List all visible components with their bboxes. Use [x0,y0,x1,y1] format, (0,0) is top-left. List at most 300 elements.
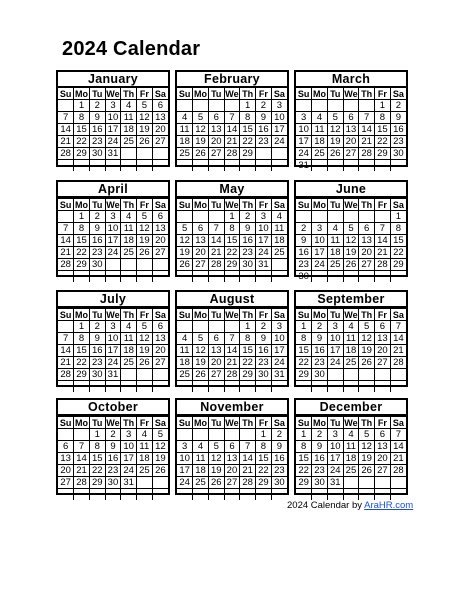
day-cell: 24 [327,357,343,369]
month-table [177,309,287,392]
day-cell: 29 [224,259,240,271]
empty-cell [74,381,90,393]
day-cell: 5 [177,223,193,235]
day-cell: 5 [193,333,209,345]
weekday-label: Su [58,417,74,429]
day-cell: 7 [208,223,224,235]
day-cell: 6 [208,333,224,345]
empty-cell [137,160,153,172]
weekday-label: We [225,199,239,210]
day-cell: 7 [58,112,74,124]
week-row [177,477,287,489]
day-cell: 5 [327,112,343,124]
day-cell: 11 [193,453,209,465]
empty-cell [375,489,391,501]
empty-cell [271,259,287,271]
day-cell: 23 [390,136,406,148]
empty-cell [74,429,90,441]
weekday-label: Th [121,417,137,429]
day-cell: 12 [177,235,193,247]
weekday-label: We [344,417,358,428]
day-cell: 10 [105,333,121,345]
weekday-label: Sa [152,417,168,429]
weekday-label: Sa [271,309,287,321]
empty-cell [375,477,391,489]
day-cell: 22 [296,465,312,477]
day-cell: 18 [177,136,193,148]
day-cell: 26 [193,148,209,160]
day-cell: 21 [58,136,74,148]
week-row [177,489,287,501]
day-cell: 6 [58,441,74,453]
day-cell: 7 [390,429,406,441]
empty-cell [193,160,209,172]
day-cell: 22 [240,357,256,369]
empty-cell [152,160,168,172]
day-cell: 3 [105,211,121,223]
day-cell: 20 [152,345,168,357]
day-cell: 14 [224,345,240,357]
day-cell: 21 [224,136,240,148]
month-name: September [296,292,406,309]
empty-cell [193,321,209,333]
empty-cell [121,148,137,160]
empty-cell [390,369,406,381]
day-cell: 15 [296,453,312,465]
empty-cell [58,321,74,333]
weekday-label: We [225,309,239,320]
day-cell: 30 [89,259,105,271]
month-name: May [177,182,287,199]
empty-cell [208,100,224,112]
weekday-label: Tu [208,309,224,321]
day-cell: 22 [74,136,90,148]
day-cell: 1 [89,429,105,441]
month-july [56,290,170,387]
day-cell: 20 [58,465,74,477]
day-cell: 1 [296,321,312,333]
month-name: July [58,292,168,309]
empty-cell [312,381,328,393]
empty-cell [89,160,105,172]
weekday-label: Fr [375,417,391,429]
empty-cell [137,369,153,381]
weekday-label: We [344,199,358,210]
week-row [177,235,287,247]
weekday-label: Mo [75,417,89,428]
day-cell: 16 [390,124,406,136]
month-table [296,88,406,171]
empty-cell [137,148,153,160]
weekday-label: We [344,88,358,99]
day-cell: 28 [58,148,74,160]
weekday-label: Su [58,309,74,321]
day-cell: 25 [121,136,137,148]
day-cell: 27 [208,369,224,381]
weekday-label: Th [121,88,137,100]
day-cell: 6 [152,321,168,333]
week-row [58,124,168,136]
weekday-label: Tu [89,199,105,211]
day-cell: 20 [359,247,375,259]
day-cell: 1 [390,211,406,223]
day-cell: 28 [224,148,240,160]
day-cell: 6 [152,211,168,223]
day-cell: 23 [89,357,105,369]
week-row [58,100,168,112]
week-row [58,211,168,223]
empty-cell [74,489,90,501]
empty-cell [359,381,375,393]
week-row [58,429,168,441]
empty-cell [343,271,359,283]
day-cell: 13 [224,453,240,465]
day-cell: 24 [121,465,137,477]
weekday-label: Sa [271,88,287,100]
day-cell: 23 [296,259,312,271]
empty-cell [240,271,256,283]
empty-cell [58,271,74,283]
month-table [58,88,168,171]
day-cell: 10 [312,235,328,247]
day-cell: 23 [89,247,105,259]
empty-cell [256,271,272,283]
day-cell: 7 [224,333,240,345]
empty-cell [177,211,193,223]
week-row [58,345,168,357]
month-august [175,290,289,387]
day-cell: 2 [296,223,312,235]
weekday-label: Th [240,199,256,211]
empty-cell [177,429,193,441]
day-cell: 3 [327,321,343,333]
empty-cell [390,477,406,489]
empty-cell [177,321,193,333]
empty-cell [105,271,121,283]
empty-cell [105,489,121,501]
weekday-label: Tu [327,309,343,321]
day-cell: 17 [312,247,328,259]
month-name: August [177,292,287,309]
day-cell: 26 [359,357,375,369]
weekday-label: Th [121,309,137,321]
day-cell: 18 [312,136,328,148]
week-row [296,112,406,124]
empty-cell [58,381,74,393]
day-cell: 16 [296,247,312,259]
day-cell: 27 [224,477,240,489]
weekday-label: Fr [375,88,391,100]
empty-cell [271,489,287,501]
day-cell: 4 [177,112,193,124]
day-cell: 28 [58,259,74,271]
empty-cell [375,369,391,381]
weekday-label: Th [359,199,375,211]
day-cell: 1 [224,211,240,223]
day-cell: 13 [343,124,359,136]
day-cell: 2 [390,100,406,112]
empty-cell [177,381,193,393]
day-cell: 15 [89,453,105,465]
day-cell: 27 [375,465,391,477]
day-cell: 1 [74,211,90,223]
weekday-header-row [177,417,287,429]
empty-cell [58,160,74,172]
day-cell: 10 [105,223,121,235]
day-cell: 23 [105,465,121,477]
week-row [58,259,168,271]
day-cell: 23 [240,247,256,259]
week-row [58,453,168,465]
week-row [296,369,406,381]
empty-cell [105,160,121,172]
weekday-label: Su [177,88,193,100]
day-cell: 27 [193,259,209,271]
week-row [177,441,287,453]
day-cell: 13 [375,333,391,345]
day-cell: 28 [375,259,391,271]
empty-cell [327,369,343,381]
empty-cell [208,271,224,283]
day-cell: 20 [375,345,391,357]
week-row [296,211,406,223]
weekday-label: Sa [390,199,406,211]
week-row [177,465,287,477]
day-cell: 30 [390,148,406,160]
day-cell: 21 [208,247,224,259]
weekday-label: Sa [390,309,406,321]
day-cell: 8 [74,333,90,345]
weekday-label: Sa [152,199,168,211]
day-cell: 27 [343,148,359,160]
empty-cell [390,271,406,283]
arahr-link[interactable]: AraHR.com [364,500,414,511]
day-cell: 9 [390,112,406,124]
weekday-label: Mo [194,417,208,428]
empty-cell [74,160,90,172]
weekday-label: We [106,88,120,99]
day-cell: 30 [312,369,328,381]
day-cell: 25 [177,369,193,381]
day-cell: 29 [240,148,256,160]
day-cell: 20 [152,124,168,136]
day-cell: 7 [359,112,375,124]
day-cell: 29 [256,477,272,489]
day-cell: 18 [343,345,359,357]
day-cell: 14 [359,124,375,136]
week-row [296,453,406,465]
weekday-label: Sa [152,88,168,100]
empty-cell [152,259,168,271]
day-cell: 22 [74,247,90,259]
day-cell: 29 [296,477,312,489]
week-row [58,369,168,381]
empty-cell [121,160,137,172]
day-cell: 28 [58,369,74,381]
day-cell: 5 [137,100,153,112]
day-cell: 17 [271,124,287,136]
day-cell: 14 [58,124,74,136]
day-cell: 18 [121,235,137,247]
empty-cell [58,211,74,223]
day-cell: 12 [152,441,168,453]
week-row [177,247,287,259]
weekday-header-row [296,417,406,429]
week-row [296,247,406,259]
week-row [296,441,406,453]
month-name: March [296,72,406,88]
weekday-label: Mo [313,309,327,320]
month-name: January [58,72,168,88]
day-cell: 19 [193,357,209,369]
day-cell: 1 [296,429,312,441]
day-cell: 8 [74,112,90,124]
weekday-label: Su [296,417,312,429]
day-cell: 6 [193,223,209,235]
empty-cell [375,381,391,393]
weekday-label: Tu [89,88,105,100]
day-cell: 18 [271,235,287,247]
day-cell: 7 [240,441,256,453]
day-cell: 30 [89,369,105,381]
day-cell: 22 [296,357,312,369]
weekday-label: Fr [256,309,272,321]
day-cell: 31 [105,369,121,381]
day-cell: 4 [343,321,359,333]
day-cell: 12 [137,112,153,124]
day-cell: 28 [390,465,406,477]
day-cell: 29 [240,369,256,381]
weekday-label: Tu [89,309,105,321]
day-cell: 26 [137,136,153,148]
day-cell: 19 [359,345,375,357]
empty-cell [359,211,375,223]
day-cell: 31 [105,148,121,160]
day-cell: 30 [312,477,328,489]
day-cell: 16 [240,235,256,247]
day-cell: 4 [193,441,209,453]
day-cell: 11 [327,235,343,247]
day-cell: 15 [240,345,256,357]
weekday-label: We [225,88,239,99]
day-cell: 16 [89,235,105,247]
empty-cell [375,211,391,223]
day-cell: 24 [271,136,287,148]
day-cell: 3 [312,223,328,235]
empty-cell [58,429,74,441]
day-cell: 4 [177,333,193,345]
day-cell: 19 [343,247,359,259]
day-cell: 7 [74,441,90,453]
day-cell: 27 [152,247,168,259]
day-cell: 26 [137,247,153,259]
empty-cell [327,160,343,172]
weekday-label: Fr [137,417,153,429]
day-cell: 26 [137,357,153,369]
day-cell: 20 [193,247,209,259]
day-cell: 12 [193,345,209,357]
day-cell: 25 [327,259,343,271]
empty-cell [152,369,168,381]
week-row [296,100,406,112]
weekday-label: Tu [208,199,224,211]
day-cell: 14 [58,235,74,247]
day-cell: 12 [327,124,343,136]
day-cell: 25 [177,148,193,160]
day-cell: 25 [137,465,153,477]
weekday-label: Mo [194,309,208,320]
week-row [58,441,168,453]
day-cell: 3 [327,429,343,441]
day-cell: 7 [224,112,240,124]
day-cell: 3 [256,211,272,223]
weekday-label: Fr [137,88,153,100]
week-row [296,477,406,489]
day-cell: 17 [105,345,121,357]
day-cell: 26 [152,465,168,477]
day-cell: 8 [375,112,391,124]
week-row [177,211,287,223]
empty-cell [105,381,121,393]
empty-cell [208,160,224,172]
day-cell: 20 [152,235,168,247]
empty-cell [312,211,328,223]
weekday-label: Mo [75,88,89,99]
empty-cell [89,271,105,283]
week-row [296,429,406,441]
day-cell: 20 [208,357,224,369]
empty-cell [121,489,137,501]
empty-cell [137,477,153,489]
empty-cell [256,381,272,393]
empty-cell [240,160,256,172]
weekday-label: We [344,309,358,320]
footer-text: 2024 Calendar by [287,500,365,511]
day-cell: 13 [193,235,209,247]
day-cell: 22 [390,247,406,259]
day-cell: 11 [271,223,287,235]
day-cell: 26 [327,148,343,160]
day-cell: 20 [375,453,391,465]
day-cell: 19 [208,465,224,477]
day-cell: 8 [74,223,90,235]
day-cell: 6 [359,223,375,235]
day-cell: 11 [121,112,137,124]
empty-cell [177,100,193,112]
day-cell: 7 [390,321,406,333]
weekday-label: Sa [390,417,406,429]
week-row [296,271,406,283]
week-row [296,465,406,477]
day-cell: 27 [152,357,168,369]
weekday-label: Fr [375,199,391,211]
month-march [294,70,408,171]
day-cell: 2 [271,429,287,441]
day-cell: 31 [121,477,137,489]
day-cell: 4 [327,223,343,235]
month-table [58,417,168,500]
day-cell: 28 [208,259,224,271]
empty-cell [312,489,328,501]
day-cell: 22 [240,136,256,148]
day-cell: 4 [137,429,153,441]
weekday-label: Th [240,309,256,321]
week-row [177,345,287,357]
week-row [177,381,287,393]
weekday-header-row [177,309,287,321]
weekday-label: Tu [327,88,343,100]
week-row [296,223,406,235]
